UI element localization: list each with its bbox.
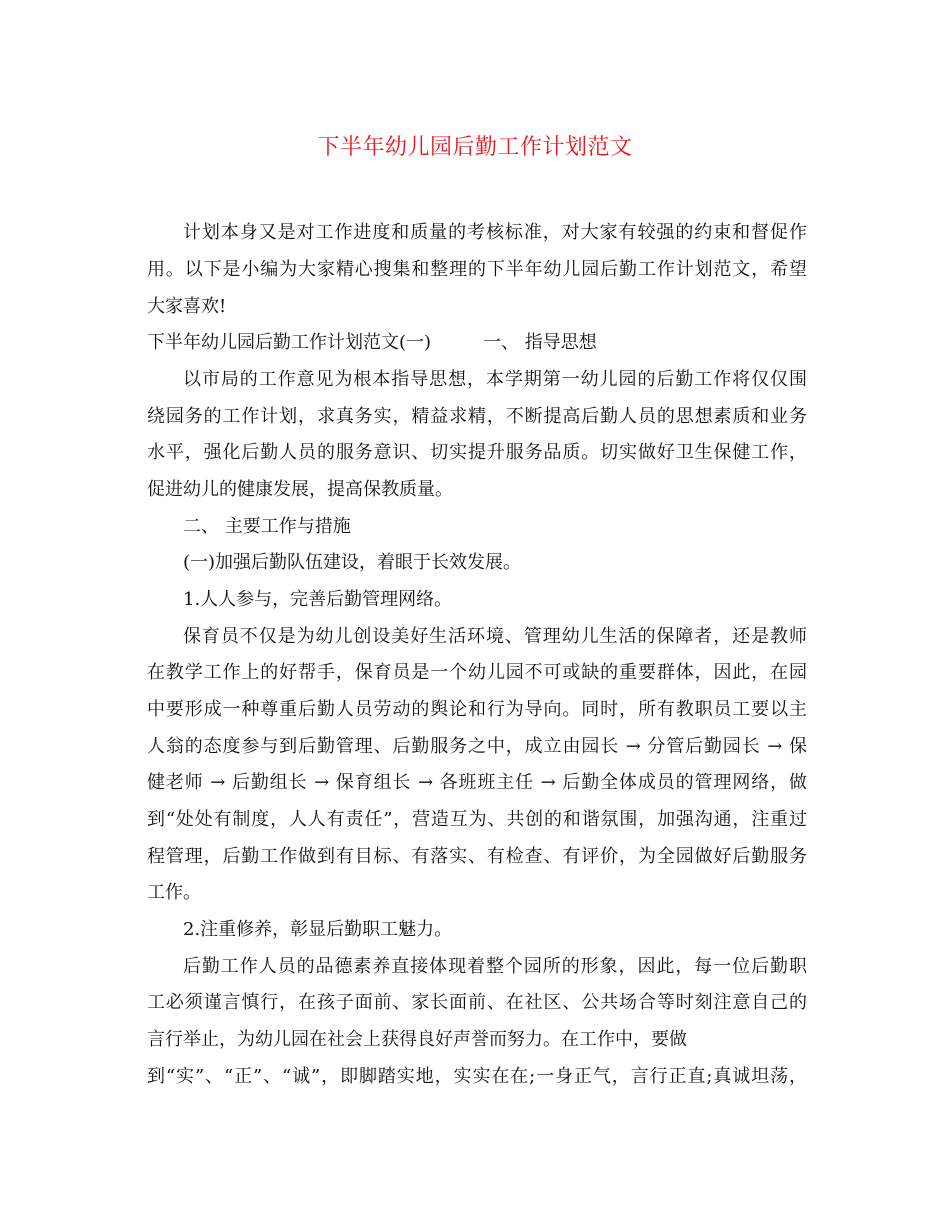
paragraph-line: 到“处处有制度，人人有责任”，营造互为、共创的和谐氛围，加强沟通，注重过	[147, 809, 807, 830]
paragraph-line: 水平，强化后勤人员的服务意识、切实提升服务品质。切实做好卫生保健工作，	[147, 442, 807, 463]
paragraph-line: 大家喜欢!	[147, 296, 227, 317]
paragraph-line: 保育员不仅是为幼儿创设美好生活环境、管理幼儿生活的保障者，还是教师	[183, 626, 807, 647]
document-title: 下半年幼儿园后勤工作计划范文	[317, 135, 633, 160]
paragraph-line: 促进幼儿的健康发展，提高保教质量。	[147, 479, 453, 500]
item-heading: 2.注重修养，彰显后勤职工魅力。	[183, 919, 453, 940]
paragraph-line: 健老师 → 后勤组长 → 保育组长 → 各班班主任 → 后勤全体成员的管理网络，做	[147, 772, 807, 793]
paragraph-line: 在教学工作上的好帮手，保育员是一个幼儿园不可或缺的重要群体，因此，在园	[147, 662, 807, 683]
section-heading-row	[147, 330, 847, 356]
section-heading-left: 下半年幼儿园后勤工作计划范文(一)	[147, 332, 432, 353]
paragraph-line: 以市局的工作意见为根本指导思想，本学期第一幼儿园的后勤工作将仅仅围	[183, 369, 807, 390]
paragraph-line: 到“实”、“正”、“诚”，即脚踏实地，实实在在;一身正气，言行正直;真诚坦荡，	[147, 1066, 807, 1087]
paragraph-line: 言行举止，为幼儿园在社会上获得良好声誉而努力。在工作中，要做	[147, 1029, 687, 1050]
paragraph-line: 工作。	[147, 882, 201, 903]
paragraph-line: 工必须谨言慎行，在孩子面前、家长面前、在社区、公共场合等时刻注意自己的	[147, 992, 807, 1013]
paragraph-line: 程管理，后勤工作做到有目标、有落实、有检查、有评价，为全园做好后勤服务	[147, 846, 807, 867]
item-heading: 1.人人参与，完善后勤管理网络。	[183, 589, 453, 610]
paragraph-line: 计划本身又是对工作进度和质量的考核标准，对大家有较强的约束和督促作	[183, 222, 807, 243]
paragraph-line: 中要形成一种尊重后勤人员劳动的舆论和行为导向。同时，所有教职员工要以主	[147, 699, 807, 720]
paragraph-line: 人翁的态度参与到后勤管理、后勤服务之中，成立由园长 → 分管后勤园长 → 保	[147, 736, 807, 757]
paragraph-line: 绕园务的工作计划，求真务实，精益求精，不断提高后勤人员的思想素质和业务	[147, 406, 807, 427]
section-heading: 二、 主要工作与措施	[183, 516, 351, 537]
paragraph-line: 后勤工作人员的品德素养直接体现着整个园所的形象，因此，每一位后勤职	[183, 956, 807, 977]
section-heading-right: 一、 指导思想	[483, 332, 597, 353]
subsection-heading: (一)加强后勤队伍建设，着眼于长效发展。	[183, 552, 522, 573]
paragraph-line: 用。以下是小编为大家精心搜集和整理的下半年幼儿园后勤工作计划范文，希望	[147, 259, 807, 280]
